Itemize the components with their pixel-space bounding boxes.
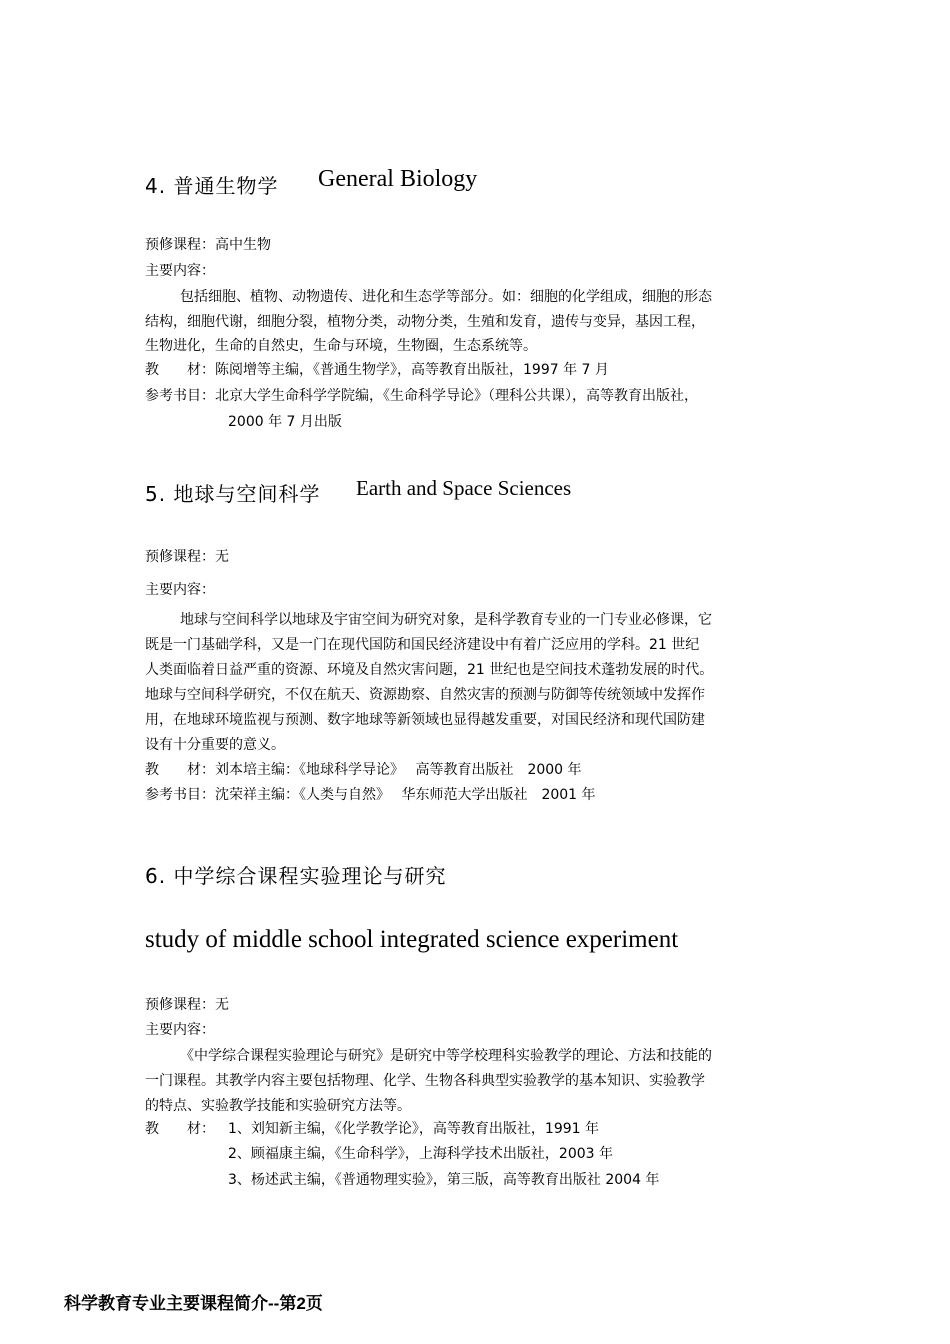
section-5-body-line: 既是一门基础学科，又是一门在现代国防和国民经济建设中有着广泛应用的学科。21 世纪: [145, 637, 700, 653]
section-6-body-line: 《中学综合课程实验理论与研究》是研究中等学校理科实验教学的理论、方法和技能的: [180, 1048, 712, 1064]
section-6-prereq: 预修课程：无: [145, 997, 229, 1013]
section-6-textbook-item: 1、刘知新主编，《化学教学论》，高等教育出版社，1991 年: [228, 1121, 599, 1137]
section-5-title-en: Earth and Space Sciences: [356, 476, 572, 500]
section-4-textbook: 教 材：陈阅增等主编，《普通生物学》，高等教育出版社，1997 年 7 月: [145, 362, 609, 378]
section-6-title-en: study of middle school integrated science experiment: [145, 926, 679, 953]
section-6-title-cn: 6. 中学综合课程实验理论与研究: [145, 864, 447, 888]
section-4-reference: 参考书目：北京大学生命科学学院编，《生命科学导论》（理科公共课），高等教育出版社，: [145, 388, 698, 404]
section-6-body-line: 一门课程。其教学内容主要包括物理、化学、生物各科典型实验教学的基本知识、实验教学: [145, 1073, 705, 1089]
section-6-textbook-label: 教 材：: [145, 1121, 215, 1137]
section-4-body-line: 生物进化，生命的自然史，生命与环境，生物圈，生态系统等。: [145, 338, 537, 354]
section-4-content-label: 主要内容：: [145, 263, 215, 279]
section-6-textbook-item: 2、顾福康主编，《生命科学》，上海科学技术出版社，2003 年: [228, 1146, 613, 1162]
section-5-textbook: 教 材：刘本培主编：《地球科学导论》 高等教育出版社 2000 年: [145, 762, 582, 778]
section-5-body-line: 地球与空间科学研究，不仅在航天、资源勘察、自然灾害的预测与防御等传统领域中发挥作: [145, 687, 705, 703]
page-footer: 科学教育专业主要课程简介--第2页: [64, 1294, 323, 1313]
section-5-body-line: 用，在地球环境监视与预测、数字地球等新领域也显得越发重要，对国民经济和现代国防建: [145, 712, 705, 728]
section-5-body-line: 地球与空间科学以地球及宇宙空间为研究对象，是科学教育专业的一门专业必修课，它: [180, 612, 712, 628]
section-5-content-label: 主要内容：: [145, 582, 215, 598]
section-4-title-cn: 4. 普通生物学: [145, 174, 279, 198]
section-5-title-cn: 5. 地球与空间科学: [145, 482, 321, 506]
section-4-title-en: General Biology: [318, 166, 478, 192]
section-4-prereq: 预修课程：高中生物: [145, 237, 271, 253]
section-6-textbook-item: 3、杨述武主编，《普通物理实验》，第三版，高等教育出版社 2004 年: [228, 1172, 660, 1188]
section-5-prereq: 预修课程：无: [145, 549, 229, 565]
section-5-reference: 参考书目：沈荣祥主编：《人类与自然》 华东师范大学出版社 2001 年: [145, 787, 596, 803]
section-4-reference-cont: 2000 年 7 月出版: [228, 414, 342, 430]
section-6-body-line: 的特点、实验教学技能和实验研究方法等。: [145, 1098, 411, 1114]
section-6-content-label: 主要内容：: [145, 1022, 215, 1038]
section-4-body-line: 包括细胞、植物、动物遗传、进化和生态学等部分。如：细胞的化学组成，细胞的形态: [180, 289, 712, 305]
section-5-body-line: 设有十分重要的意义。: [145, 737, 285, 753]
section-5-body-line: 人类面临着日益严重的资源、环境及自然灾害问题，21 世纪也是空间技术蓬勃发展的时代。: [145, 662, 714, 678]
section-4-body-line: 结构，细胞代谢，细胞分裂，植物分类，动物分类，生殖和发育，遗传与变异，基因工程，: [145, 314, 705, 330]
